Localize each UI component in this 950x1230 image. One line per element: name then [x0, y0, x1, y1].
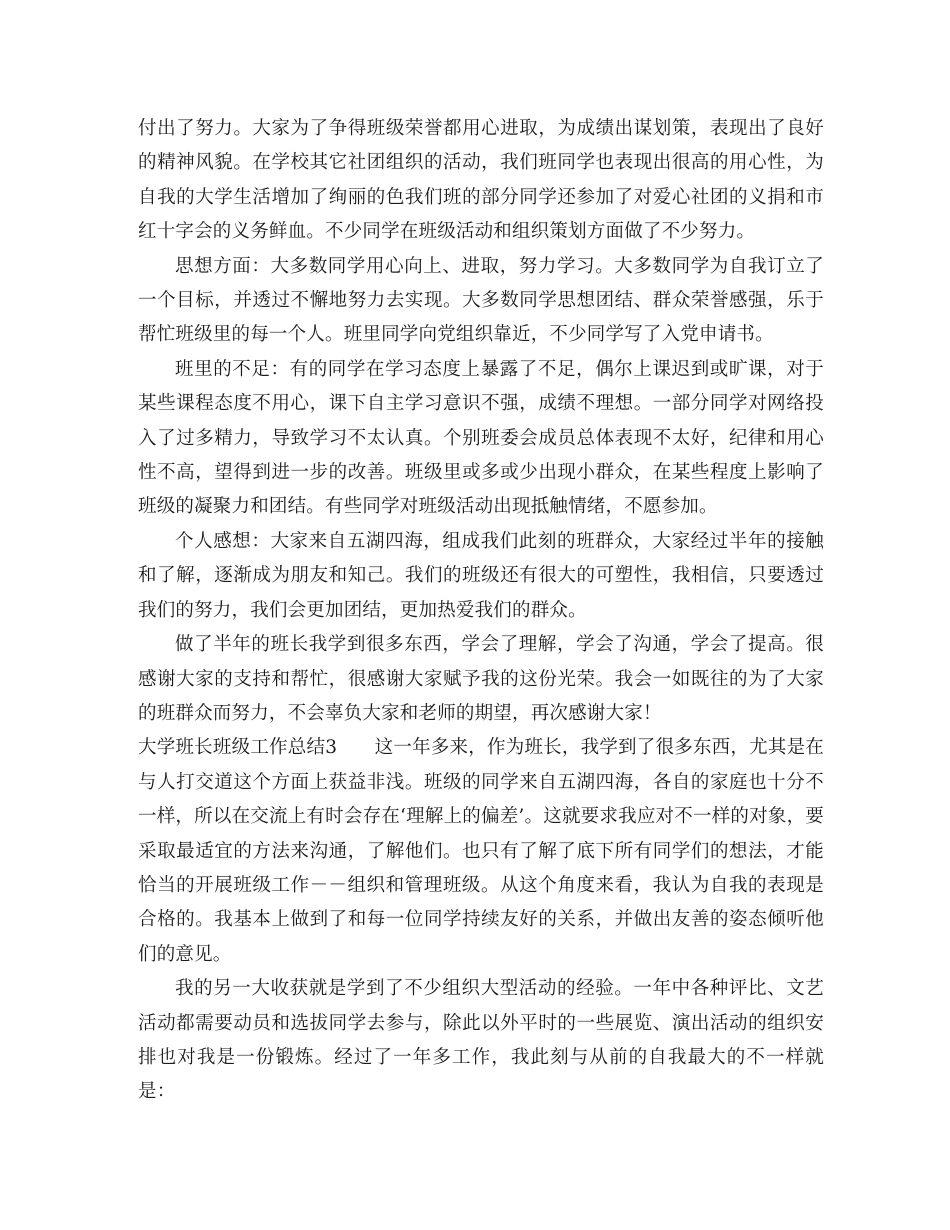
paragraph-gratitude: 做了半年的班长我学到很多东西，学会了理解，学会了沟通，学会了提高。很感谢大家的支持和帮忙，很感谢大家赋予我的这份光荣。我会一如既往的为了大家的班群众而努力，不会辜负大家和老师的期望，再次感谢大家！ [138, 634, 824, 724]
paragraph-experience: 我的另一大收获就是学到了不少组织大型活动的经验。一年中各种评比、文艺活动都需要动员和选拔同学去参与，除此以外平时的一些展览、演出活动的组织安排也对我是一份锻炼。经过了一年多工作，我此刻与从前的自我最大的不一样就是： [138, 978, 824, 1103]
paragraph-summary-3: 大学班长班级工作总结3 这一年多来，作为班长，我学到了很多东西，尤其是在与人打交道这个方面上获益非浅。班级的同学来自五湖四海，各自的家庭也十分不一样，所以在交流上有时会存在‘理解上的偏差’。这就要求我应对不一样的对象，要采取最适宜的方法来沟通，了解他们。也只有了解了底下所有同学们的想法，才能恰当的开展班级工作－－组织和管理班级。从这个角度来看，我认为自我的表现是合格的。我基本上做到了和每一位同学持续友好的关系，并做出友善的姿态倾听他们的意见。 [138, 737, 824, 965]
paragraph-thought: 思想方面：大多数同学用心向上、进取，努力学习。大多数同学为自我订立了一个目标，并透过不懈地努力去实现。大多数同学思想团结、群众荣誉感强，乐于帮忙班级里的每一个人。班里同学向党组织靠近，不少同学写了入党申请书。 [138, 255, 824, 346]
paragraph-shortcomings: 班里的不足：有的同学在学习态度上暴露了不足，偶尔上课迟到或旷课，对于某些课程态度不用心，课下自主学习意识不强，成绩不理想。一部分同学对网络投入了过多精力，导致学习不太认真。个别班委会成员总体表现不太好，纪律和用心性不高，望得到进一步的改善。班级里或多或少出现小群众，在某些程度上影响了班级的凝聚力和团结。有些同学对班级活动出现抵触情绪，不愿参加。 [138, 358, 824, 518]
document-body [138, 112, 824, 1110]
paragraph-contribution: 付出了努力。大家为了争得班级荣誉都用心进取，为成绩出谋划策，表现出了良好的精神风貌。在学校其它社团组织的活动，我们班同学也表现出很高的用心性，为自我的大学生活增加了绚丽的色我们班的部分同学还参加了对爱心社团的义捐和市红十字会的义务鲜血。不少同学在班级活动和组织策划方面做了不少努力。 [138, 118, 824, 243]
paragraph-personal-feelings: 个人感想：大家来自五湖四海，组成我们此刻的班群众，大家经过半年的接触和了解，逐渐成为朋友和知己。我们的班级还有很大的可塑性，我相信，只要透过我们的努力，我们会更加团结，更加热爱我们的群众。 [138, 530, 824, 621]
